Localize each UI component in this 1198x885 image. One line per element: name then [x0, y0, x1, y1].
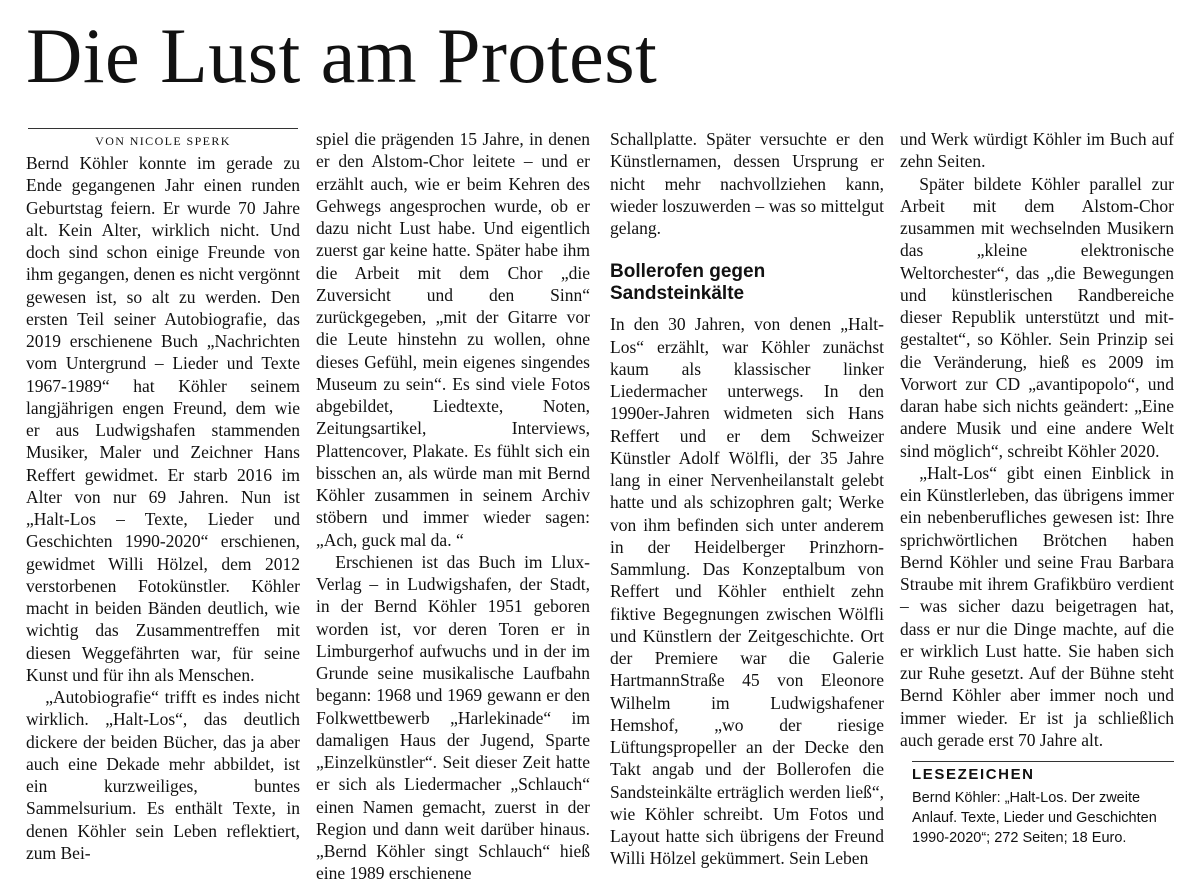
paragraph: Später bildete Köhler parallel zur Arbeit mit dem Alstom-Chor zusammen mit wechselnden Musikern das „kleine elektronische Weltorchester“, das „die Bewegungen und künstlerischen Randbereiche dieser Republik unterstützt und mit-gestaltet“, so Köhler. Sein Prinzip sei die Veränderung, hieß es 2009 im Vorwort zur CD „avantipopolo“, und daran habe sich nichts geändert: „Eine andere Musik und eine andere Welt sind möglich“, schreibt Köhler 2020.: [900, 173, 1174, 461]
paragraph: spiel die prägenden 15 Jahre, in denen er den Alstom-Chor leitete – und er erzählt auch, wie er beim Kehren des Gehwegs angesprochen wurde, ob er dazu nicht Lust habe. Und eigentlich zuerst gar keine hatte. Später habe ihm die Arbeit mit dem Chor „die Zuversicht und den Sinn“ zurückgegeben, „mit der Gitarre vor die Leute hinstehn zu wollen, ohne dieses Gefühl, mein eigenes singendes Museum zu sein“. Es sind viele Fotos abgebildet, Liedtexte, Noten, Zeitungsartikel, Interviews, Plattencover, Plakate. Es fühlt sich ein bisschen an, als würde man mit Bernd Köhler zusammen in seinem Archiv stöbern und immer wieder sagen: „Ach, guck mal da. “: [316, 129, 590, 550]
paragraph: In den 30 Jahren, von denen „Halt-Los“ erzählt, war Köhler zunächst kaum als klassischer linker Liedermacher unterwegs. In den 1990er-Jahren widmeten sich Hans Reffert und er dem Schweizer Künstler Adolf Wölfli, der 35 Jahre lang in einer Nervenheilanstalt gelebt hatte und als schizophren galt; Werke von ihm befinden sich unter anderem in der Heidelberger Prinzhorn-Sammlung. Das Konzeptalbum von Reffert und Köhler enthielt zehn fiktive Begegnungen zwischen Wölfli und Künstlern der Zeitgeschichte. Ort der Premiere war die Galerie HartmannStraße 45 von Eleonore Wilhelm im Ludwigshafener Hemshof, „wo der riesige Lüftungspropeller an der Decke den Takt angab und der Bollerofen die Sandsteinkälte erträglich werden ließ“, wie Köhler schreibt. Um Fotos und Layout hatte sich übrigens der Freund Willi Hölzel gekümmert. Sein Leben: [610, 314, 884, 869]
paragraph: Erschienen ist das Buch im Llux-Verlag – in Ludwigshafen, der Stadt, in der Bernd Köhler 1951 geboren worden ist, vor deren Toren er in Limburgerhof aufwuchs und in der im Grunde seine musikalische Laufbahn begann: 1968 und 1969 gewann er den Folkwettbewerb „Harlekinade“ im damaligen Haus der Jugend, Sparte „Einzelkünstler“. Seit dieser Zeit hatte er sich als Liedermacher „Schlauch“ einen Namen gemacht, zuerst in der Region und dann weit darüber hinaus. „Bernd Köhler singt Schlauch“ hieß eine 1989 erschienene: [316, 551, 590, 884]
paragraph: „Autobiografie“ trifft es indes nicht wirklich. „Halt-Los“, das deutlich dickere der beiden Bücher, das ja aber auch eine Dekade mehr abbildet, ist ein kurzweiliges, buntes Sammelsurium. Es enthält Texte, in denen Köhler sein Leben reflektiert, zum Bei-: [26, 687, 300, 863]
headline: Die Lust am Protest: [26, 12, 658, 99]
bookmark-text: Bernd Köhler: „Halt-Los. Der zweite Anlauf. Texte, Lieder und Geschichten 1990-2020“; 272 Seiten; 18 Euro.: [912, 790, 1157, 846]
article-column-3: [610, 128, 884, 869]
paragraph: Schallplatte. Später versuchte er den Künstlernamen, dessen Ursprung er nicht mehr nachvollziehen kann, wieder loszuwerden – was so mittelgut gelang.: [610, 129, 884, 238]
paragraph: Bernd Köhler konnte im gerade zu Ende gegangenen Jahr einen runden Geburtstag feiern. Er wurde 70 Jahre alt. Kein Alter, wirklich nicht. Und doch sind schon einige Freunde von ihm gegangen, denen es nicht vergönnt gewesen ist, so alt zu werden. Den ersten Teil seiner Autobiografie, das 2019 erschienene Buch „Nachrichten vom Untergrund – Lieder und Texte 1967-1989“ hat Köhler seinem langjährigen engen Freund, dem wie er aus Ludwigshafen stammenden Musiker, Maler und Zeichner Hans Reffert gewidmet. Er starb 2016 im Alter von nur 69 Jahren. Nun ist „Halt-Los – Texte, Lieder und Geschichten 1990-2020“ erschienen, gewidmet Willi Hölzel, dem 2012 verstorbenen Fotokünstler. Köhler macht in beiden Bänden deutlich, wie wichtig das Zusammentreffen mit diesen Weggefährten war, für seine Kunst und für ihn als Menschen.: [26, 153, 300, 685]
byline: VON NICOLE SPERK: [28, 128, 298, 152]
article-column-2: [316, 128, 590, 884]
article-column-4: [900, 128, 1174, 846]
bookmark-box: [900, 761, 1174, 848]
bookmark-title: LESEZEICHEN: [912, 761, 1174, 784]
subheading: Bollerofen gegen Sandsteinkälte: [610, 261, 766, 305]
paragraph: und Werk würdigt Köhler im Buch auf zehn Seiten.: [900, 129, 1174, 172]
paragraph: „Halt-Los“ gibt einen Einblick in ein Künstlerleben, das übrigens immer ein nebenberufliches gewesen ist: Ihre sprichwörtlichen Brötchen haben Bernd Köhler und seine Frau Barbara Straube mit ihrem Grafikbüro verdient – was sicher dazu beigetragen hat, dass er nur die Dinge machte, auf die er wirklich Lust hatte. Sie haben sich zur Ruhe gesetzt. Auf der Bühne steht Bernd Köhler aber immer noch und immer wieder. Er ist ja schließlich auch gerade erst 70 Jahre alt.: [900, 462, 1174, 750]
article-column-1: [26, 128, 300, 863]
